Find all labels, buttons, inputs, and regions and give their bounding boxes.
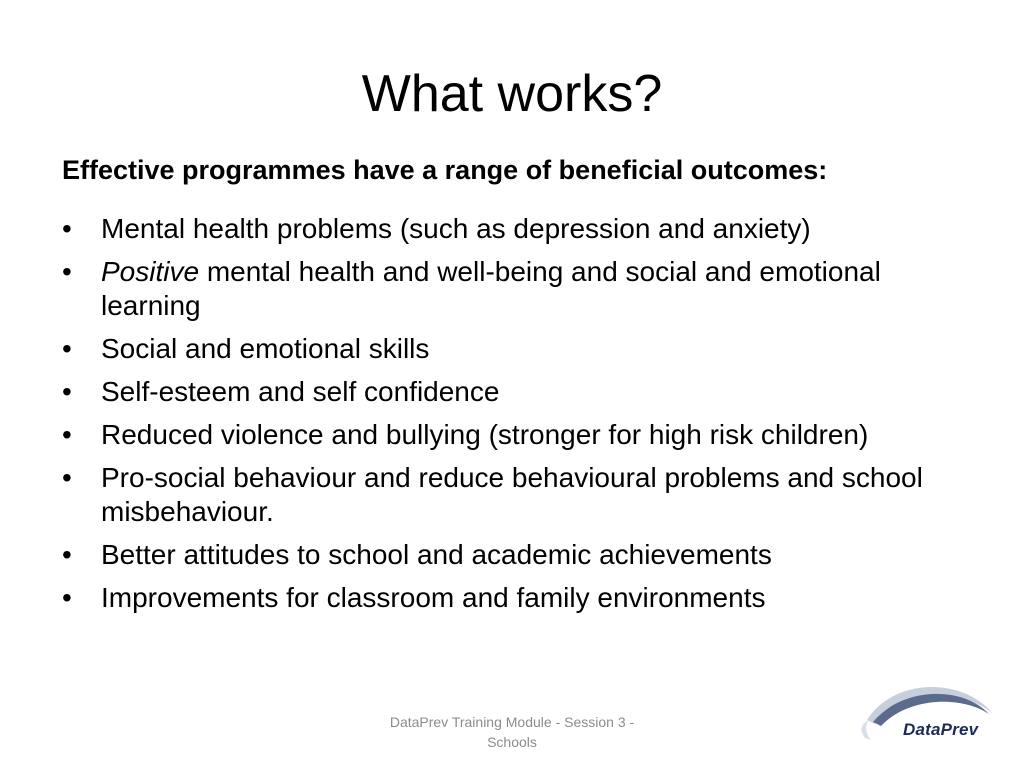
outcomes-list <box>62 212 982 624</box>
list-item <box>62 375 982 409</box>
list-item-text: Social and emotional skills <box>101 333 430 364</box>
list-item-text: Mental health problems (such as depression and anxiety) <box>101 213 811 244</box>
list-item <box>62 581 982 615</box>
bullet-icon: • <box>62 419 72 450</box>
list-item <box>62 461 982 529</box>
list-item-text: mental health and well-being and social and emotional learning <box>101 256 881 321</box>
dataprev-swoosh-logo-icon <box>855 680 1005 752</box>
footer-line-1: DataPrev Training Module - Session 3 - <box>389 714 635 730</box>
bullet-icon: • <box>62 333 72 364</box>
logo-text: DataPrev <box>903 720 979 739</box>
bullet-icon: • <box>62 539 72 570</box>
bullet-icon: • <box>62 582 72 613</box>
footer-line-2: Schools <box>487 734 537 750</box>
list-item <box>62 538 982 572</box>
list-item-text: Self-esteem and self confidence <box>101 376 500 407</box>
list-item <box>62 255 982 323</box>
bullet-icon: • <box>62 376 72 407</box>
bullet-icon: • <box>62 256 72 287</box>
list-item-text: Improvements for classroom and family environments <box>101 582 766 613</box>
bullet-icon: • <box>62 462 72 493</box>
list-item <box>62 332 982 366</box>
list-item-text: Pro-social behaviour and reduce behavioural problems and school misbehaviour. <box>101 462 923 527</box>
list-item-emphasis: Positive <box>101 256 200 287</box>
list-item-text: Better attitudes to school and academic achievements <box>101 539 772 570</box>
bullet-icon: • <box>62 213 72 244</box>
list-item-text: Reduced violence and bullying (stronger for high risk children) <box>101 419 869 450</box>
dataprev-logo <box>855 680 1005 752</box>
list-item <box>62 418 982 452</box>
list-item <box>62 212 982 246</box>
slide-footer <box>362 712 662 752</box>
slide-title: What works? <box>361 65 663 123</box>
slide-subtitle: Effective programmes have a range of beneficial outcomes: <box>62 155 828 185</box>
